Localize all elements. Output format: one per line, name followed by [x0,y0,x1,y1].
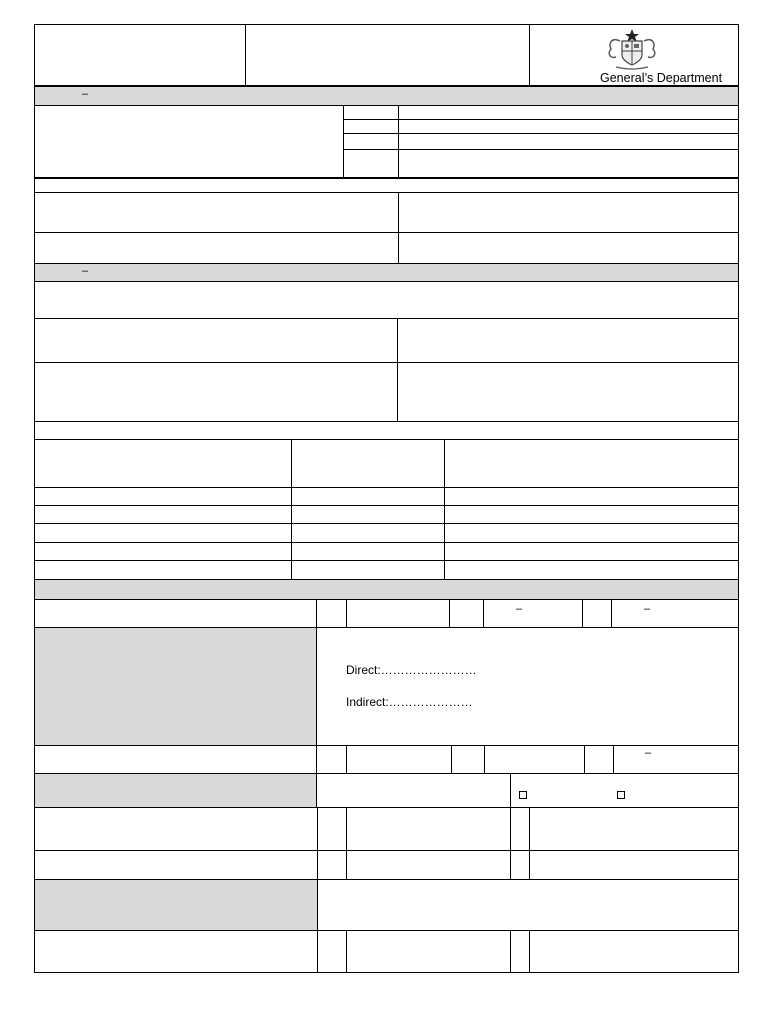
header-cell-left[interactable] [34,24,246,86]
row-b-option-1 [346,850,511,880]
table-row-5-col-2[interactable] [291,560,445,580]
indirect-employment-field[interactable]: Indirect:………………… [346,695,473,709]
field-value-3[interactable] [398,133,739,150]
choice-options-cell [510,773,739,808]
row-b-label [34,850,318,880]
period-option-2 [484,745,585,774]
two-col-row-4-left[interactable] [34,362,398,422]
department-name: General’s Department [600,71,723,85]
table-row-3-col-1[interactable] [34,523,292,543]
two-col-row-3-left[interactable] [34,318,398,363]
row-a-option-1 [346,807,511,851]
type-option-1 [346,599,450,628]
table-row-3-col-3[interactable] [444,523,739,543]
type-check-1[interactable] [316,599,347,628]
table-row-4-col-3[interactable] [444,542,739,561]
choice-checkbox-1[interactable] [519,791,527,799]
two-col-row-3-right[interactable] [397,318,739,363]
field-value-4[interactable] [398,149,739,178]
table-header-col-3 [444,439,739,488]
period-check-1[interactable] [316,745,347,774]
table-row-2-col-2[interactable] [291,505,445,524]
field-label-1 [343,105,399,120]
row-d-check-1[interactable] [317,930,347,973]
table-header-col-2 [291,439,445,488]
choice-checkbox-2[interactable] [617,791,625,799]
two-col-row-2-left[interactable] [34,232,399,264]
choice-blank-cell[interactable] [316,773,511,808]
row-b-check-2[interactable] [510,850,530,880]
period-option-3 [613,745,739,774]
table-row-2-col-1[interactable] [34,505,292,524]
application-form [34,24,739,973]
row-a-label [34,807,318,851]
row-d-check-2[interactable] [510,930,530,973]
field-label-2 [343,119,399,134]
header-cell-middle[interactable] [245,24,530,86]
period-option-3-marker: – [645,747,652,759]
type-option-2-marker: – [516,603,523,615]
period-option-1 [346,745,452,774]
table-row-2-col-3[interactable] [444,505,739,524]
row-d-option-2 [529,930,739,973]
full-row-2[interactable] [34,281,739,319]
row-d-label [34,930,318,973]
section-c-bar [34,579,739,600]
period-label-cell [34,745,317,774]
two-col-row-4-right[interactable] [397,362,739,422]
employment-label-cell [34,627,317,746]
row-a-option-2 [529,807,739,851]
table-row-1-col-2[interactable] [291,487,445,506]
field-value-1[interactable] [398,105,739,120]
full-row-3[interactable] [34,421,739,440]
section-a-marker: – [82,88,89,100]
type-check-3[interactable] [582,599,612,628]
type-check-2[interactable] [449,599,484,628]
row-b-check-1[interactable] [317,850,347,880]
row-d-option-1 [346,930,511,973]
row-a-check-2[interactable] [510,807,530,851]
section-b-bar [34,263,739,282]
two-col-row-1-left[interactable] [34,192,399,233]
table-row-3-col-2[interactable] [291,523,445,543]
two-col-row-1-right[interactable] [398,192,739,233]
period-check-3[interactable] [584,745,614,774]
type-option-3-marker: – [644,603,651,615]
table-row-5-col-3[interactable] [444,560,739,580]
section-a-bar [34,86,739,106]
header-cell-logo [529,24,739,86]
period-check-2[interactable] [451,745,485,774]
row-b-option-2 [529,850,739,880]
section-b-marker: – [82,265,89,277]
field-label-4 [343,149,399,178]
type-label-cell [34,599,317,628]
field-label-3 [343,133,399,150]
table-row-4-col-2[interactable] [291,542,445,561]
type-option-2 [483,599,583,628]
row-c-value[interactable] [317,879,739,931]
table-row-1-col-1[interactable] [34,487,292,506]
direct-employment-field[interactable]: Direct:…………………… [346,663,477,677]
row-c-label [34,879,318,931]
ghana-coat-of-arms-icon [602,27,662,71]
full-row-1[interactable] [34,178,739,193]
table-row-1-col-3[interactable] [444,487,739,506]
field-block-large[interactable] [34,105,344,178]
employment-value-cell[interactable] [316,627,739,746]
two-col-row-2-right[interactable] [398,232,739,264]
field-value-2[interactable] [398,119,739,134]
table-row-5-col-1[interactable] [34,560,292,580]
row-a-check-1[interactable] [317,807,347,851]
table-row-4-col-1[interactable] [34,542,292,561]
table-header-col-1 [34,439,292,488]
choice-label-cell [34,773,317,808]
type-option-3 [611,599,739,628]
